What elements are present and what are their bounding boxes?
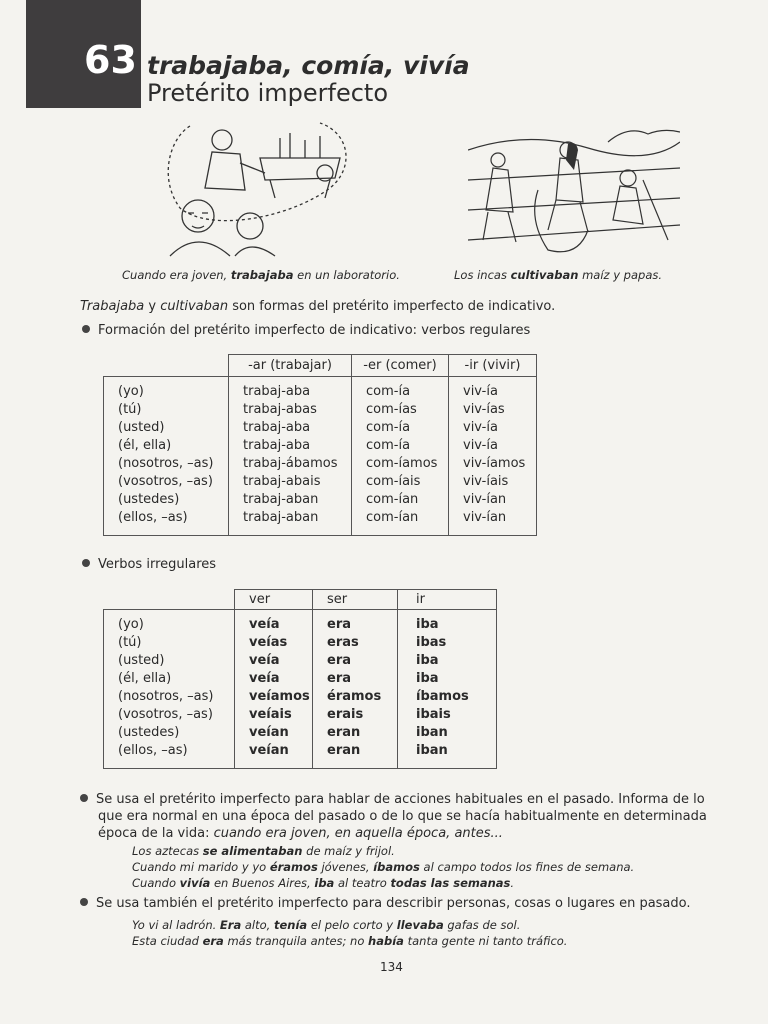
header-ar: -ar (trabajar) <box>229 355 352 377</box>
page-number: 134 <box>380 960 403 974</box>
farming-illustration <box>468 120 680 260</box>
usage-habitual-paragraph: Se usa el pretérito imperfecto para hablar de acciones habituales en el pasado. Informa de lo que era normal en una época del pasado o de lo que se hacía habitualmente en determinada época de la vida: cuando era joven, en aquella época, antes... <box>80 791 707 842</box>
table-row: (yo) trabaj-aba com-ía viv-ía <box>104 377 537 402</box>
table-row: (tú) trabaj-abas com-ías viv-ías <box>104 401 537 419</box>
table-row: (nosotros, –as) veíamos éramos íbamos <box>104 688 497 706</box>
example-sentence: Los aztecas se alimentaban de maíz y frijol. <box>132 844 395 858</box>
bullet-irregular: Verbos irregulares <box>82 557 216 572</box>
table-row: (usted) trabaj-aba com-ía viv-ía <box>104 419 537 437</box>
table-row: (ellos, –as) trabaj-aban com-ían viv-ían <box>104 509 537 536</box>
bullet-icon <box>80 794 88 802</box>
intro-text: Trabajaba y cultivaban son formas del pretérito imperfecto de indicativo. <box>80 299 556 314</box>
caption-laboratory: Cuando era joven, trabajaba en un laboratorio. <box>122 268 400 282</box>
example-sentence: Cuando vivía en Buenos Aires, iba al teatro todas las semanas. <box>132 876 515 890</box>
lesson-number: 63 <box>84 38 137 82</box>
lesson-number-box <box>26 0 141 108</box>
table-row: (ellos, –as) veían eran iban <box>104 742 497 769</box>
example-sentence: Yo vi al ladrón. Era alto, tenía el pelo corto y llevaba gafas de sol. <box>132 918 521 932</box>
table-row: (vosotros, –as) trabaj-abais com-íais viv-íais <box>104 473 537 491</box>
table-row: (tú) veías eras ibas <box>104 634 497 652</box>
example-sentence: Cuando mi marido y yo éramos jóvenes, íbamos al campo todos los fines de semana. <box>132 860 635 874</box>
header-er: -er (comer) <box>352 355 449 377</box>
caption-incas: Los incas cultivaban maíz y papas. <box>454 268 663 282</box>
table-row: (ustedes) veían eran iban <box>104 724 497 742</box>
table-row: (yo) veía era iba <box>104 610 497 635</box>
header-ir: -ir (vivir) <box>449 355 537 377</box>
example-sentence: Esta ciudad era más tranquila antes; no había tanta gente ni tanto tráfico. <box>132 934 568 948</box>
bullet-icon <box>80 898 88 906</box>
header-ser: ser <box>313 590 398 610</box>
table-row: (usted) veía era iba <box>104 652 497 670</box>
laboratory-illustration <box>150 118 360 260</box>
header-ir-verb: ir <box>398 590 497 610</box>
header-ver: ver <box>235 590 313 610</box>
usage-description-paragraph: Se usa también el pretérito imperfecto para describir personas, cosas o lugares en pasado. <box>80 895 691 912</box>
regular-verbs-table <box>103 354 537 536</box>
irregular-verbs-table <box>103 589 497 769</box>
bullet-regular: Formación del pretérito imperfecto de indicativo: verbos regulares <box>82 323 530 338</box>
usage-description-examples <box>132 917 567 949</box>
page-subtitle: Pretérito imperfecto <box>147 79 389 107</box>
usage-habitual-examples <box>132 843 634 891</box>
page-title: trabajaba, comía, vivía <box>147 51 470 80</box>
table-row: (él, ella) trabaj-aba com-ía viv-ía <box>104 437 537 455</box>
bullet-icon <box>82 325 90 333</box>
table-row: (él, ella) veía era iba <box>104 670 497 688</box>
bullet-icon <box>82 559 90 567</box>
table-row: (vosotros, –as) veíais erais ibais <box>104 706 497 724</box>
table-row: (ustedes) trabaj-aban com-ían viv-ían <box>104 491 537 509</box>
table-row: (nosotros, –as) trabaj-ábamos com-íamos viv-íamos <box>104 455 537 473</box>
